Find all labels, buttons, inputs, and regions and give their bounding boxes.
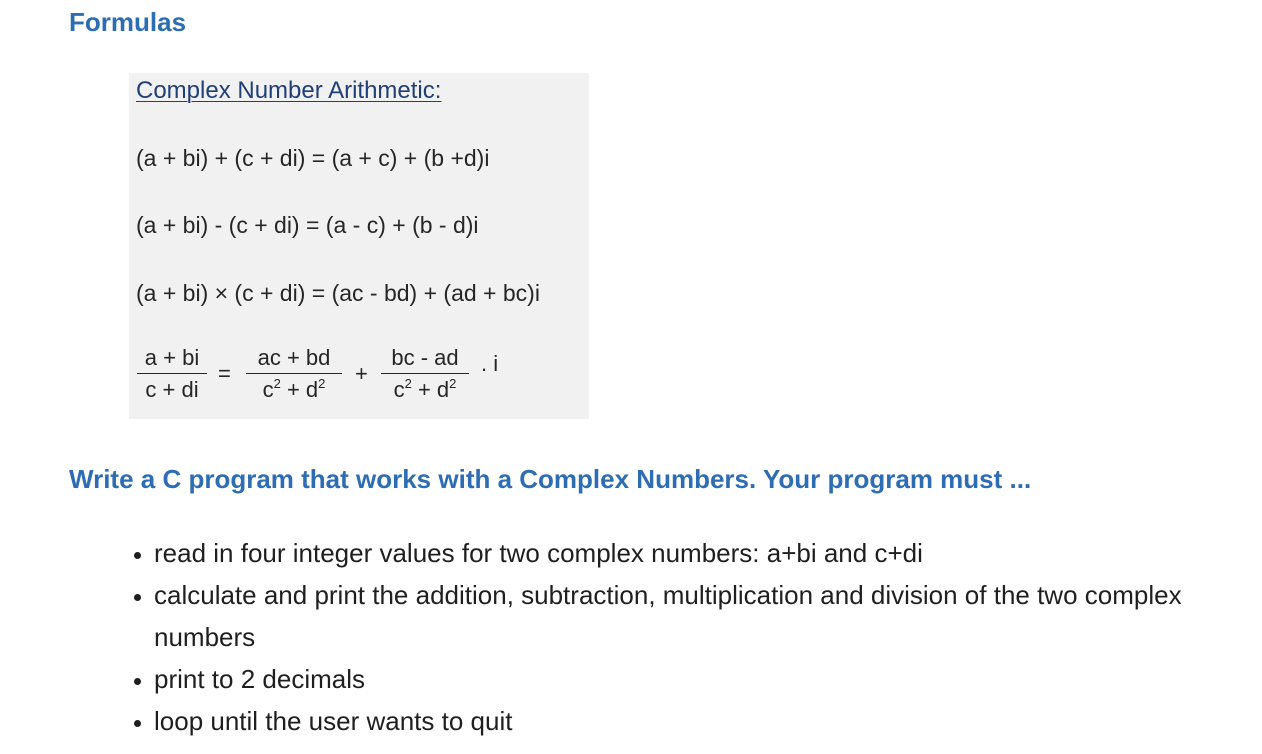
list-item: • loop until the user wants to quit xyxy=(154,700,1194,742)
equals-sign: = xyxy=(218,361,231,386)
list-item: • calculate and print the addition, subtraction, multiplication and division of the two complex numbers xyxy=(154,574,1194,658)
subtraction-formula: (a + bi) - (c + di) = (a - c) + (b - d)i xyxy=(136,212,479,238)
lhs-numerator: a + bi xyxy=(137,345,207,374)
imaginary-denominator xyxy=(381,374,469,404)
imaginary-denominator-c-exponent: 2 xyxy=(404,376,412,391)
lhs-fraction xyxy=(137,345,207,404)
division-formula xyxy=(129,341,589,419)
imaginary-denominator-d-exponent: 2 xyxy=(449,376,457,391)
formula-title: Complex Number Arithmetic: xyxy=(136,77,442,104)
lhs-denominator: c + di xyxy=(145,377,199,402)
requirements-list xyxy=(120,532,1194,742)
multiplication-formula: (a + bi) × (c + di) = (ac - bd) + (ad + bc)i xyxy=(136,280,540,306)
task-heading: Write a C program that works with a Complex Numbers. Your program must ... xyxy=(69,464,1032,494)
real-denominator-d: + d xyxy=(280,377,319,402)
real-numerator: ac + bd xyxy=(246,345,342,374)
real-denominator-c-exponent: 2 xyxy=(273,376,281,391)
imaginary-part-fraction xyxy=(381,345,469,404)
list-item: • print to 2 decimals xyxy=(154,658,1194,700)
list-item: • read in four integer values for two complex numbers: a+bi and c+di xyxy=(154,532,1194,574)
addition-formula: (a + bi) + (c + di) = (a + c) + (b +d)i xyxy=(136,145,490,171)
imaginary-numerator: bc - ad xyxy=(381,345,469,374)
real-part-fraction xyxy=(246,345,342,404)
times-i: . i xyxy=(481,351,499,376)
formulas-heading: Formulas xyxy=(69,7,187,37)
real-denominator-c: c xyxy=(262,377,274,402)
imaginary-denominator-d: + d xyxy=(411,377,450,402)
formula-image xyxy=(129,73,589,419)
imaginary-denominator-c: c xyxy=(393,377,405,402)
real-denominator-d-exponent: 2 xyxy=(318,376,326,391)
real-denominator xyxy=(246,374,342,404)
plus-sign: + xyxy=(355,361,368,386)
